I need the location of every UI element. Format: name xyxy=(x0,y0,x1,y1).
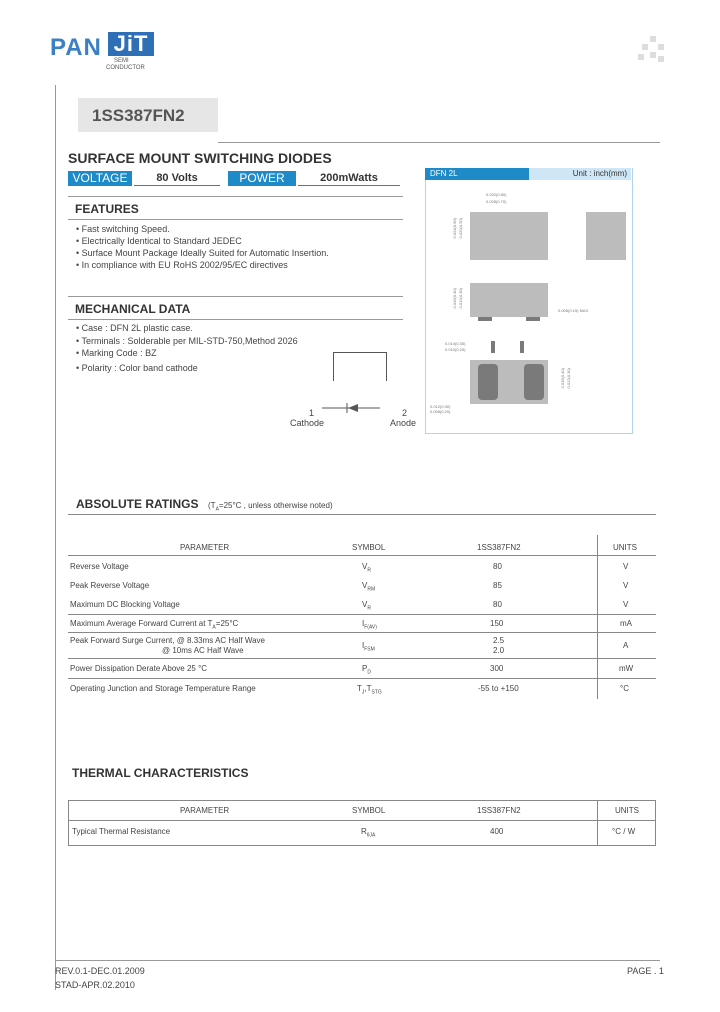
dim-label: 0.020(0.50) xyxy=(458,218,463,239)
mechanical-item: • Polarity : Color band cathode xyxy=(76,363,198,373)
logo-pan-text: PAN xyxy=(50,34,102,61)
part-number: 1SS387FN2 xyxy=(92,106,185,125)
abs-units-divider xyxy=(597,535,598,699)
abs-row-unit: V xyxy=(623,581,629,590)
mechanical-bottom-line xyxy=(68,319,403,320)
feature-item: • Electrically Identical to Standard JEDEC xyxy=(76,236,242,246)
dim-label: 0.010(0.25) xyxy=(445,347,466,352)
dim-label: 0.028(0.70) xyxy=(486,199,507,204)
abs-row-symbol: $V_{RM}$ xyxy=(362,581,376,593)
abs-header-parameter: PARAMETER xyxy=(180,543,230,552)
package-side-view xyxy=(586,212,626,260)
pin1-number: 1 xyxy=(309,408,315,418)
dim-label: 0.016(0.40) xyxy=(560,368,565,389)
thermal-row-symbol: $R_{\theta JA}$ xyxy=(361,827,376,839)
mechanical-item: • Case : DFN 2L plastic case. xyxy=(76,323,193,333)
page-number: PAGE . 1 xyxy=(627,966,664,976)
abs-row-symbol: $T_J,T_{STG}$ xyxy=(357,684,382,696)
mechanical-item: • Terminals : Solderable per MIL-STD-750,Method 2026 xyxy=(76,336,298,346)
terminal-pad xyxy=(478,317,492,321)
pin1-label: Cathode xyxy=(290,418,325,428)
absolute-ratings-note: ($T_A=25^\circ C$ , unless otherwise noted) xyxy=(208,501,333,513)
logo-semi-text: SEMI xyxy=(114,58,129,64)
abs-table-top-line xyxy=(68,514,656,515)
logo-conductor-text: CONDUCTOR xyxy=(106,65,145,71)
thermal-title: THERMAL CHARACTERISTICS xyxy=(72,766,249,780)
thermal-header-value: 1SS387FN2 xyxy=(477,806,521,815)
abs-row-value: 300 xyxy=(490,664,504,673)
logo-jit-text: JiT xyxy=(108,32,154,56)
package-top-view xyxy=(470,212,548,260)
abs-row-value: 2.5 xyxy=(493,636,505,645)
thermal-row-value: 400 xyxy=(490,827,504,836)
footer-line xyxy=(55,960,660,961)
abs-row-value: -55 to +150 xyxy=(478,684,519,693)
dim-label: 0.012(0.30) xyxy=(566,368,571,389)
abs-row-symbol: $V_R$ xyxy=(362,562,371,574)
dim-label: 0.032(0.80) xyxy=(486,192,507,197)
terminal-pad xyxy=(526,317,540,321)
thermal-row-parameter: Typical Thermal Resistance xyxy=(72,827,171,836)
thermal-left-border xyxy=(68,800,69,846)
abs-row-unit: V xyxy=(623,600,629,609)
dim-label: 0.012(0.30) xyxy=(458,288,463,309)
pin2-label: Anode xyxy=(390,418,417,428)
abs-row-value-2: 2.0 xyxy=(493,646,505,655)
abs-header-line xyxy=(68,555,656,556)
diode-symbol-icon xyxy=(318,398,388,418)
feature-item: • Surface Mount Package Ideally Suited for Automatic Insertion. xyxy=(76,248,329,258)
abs-row-unit: A xyxy=(623,641,629,650)
abs-row-line xyxy=(68,658,656,659)
abs-row-parameter: Reverse Voltage xyxy=(70,562,129,571)
features-title: FEATURES xyxy=(75,202,139,216)
package-front-view xyxy=(470,283,548,317)
abs-row-parameter: Power Dissipation Derate Above 25 °C xyxy=(70,664,208,673)
abs-row-parameter-2: @ 10ms AC Half Wave xyxy=(162,646,244,655)
package-name: DFN 2L xyxy=(425,168,529,180)
anode-pad xyxy=(524,364,544,400)
abs-row-symbol: $P_D$ xyxy=(362,664,371,676)
dim-label: 0.006(0.15) MAX xyxy=(558,308,589,313)
thermal-table-bottom-line xyxy=(68,845,656,846)
abs-row-parameter: Peak Reverse Voltage xyxy=(70,581,150,590)
abs-row-line xyxy=(68,614,656,615)
abs-header-units: UNITS xyxy=(613,543,637,552)
abs-row-symbol: $I_{F(AV)}$ xyxy=(362,619,377,631)
abs-row-line xyxy=(68,678,656,679)
abs-row-unit: mW xyxy=(619,664,634,673)
mechanical-title: MECHANICAL DATA xyxy=(75,302,191,316)
pin2-number: 2 xyxy=(402,408,408,418)
abs-row-parameter: Peak Forward Surge Current, @ 8.33ms AC Half Wave xyxy=(70,636,266,645)
thermal-header-symbol: SYMBOL xyxy=(352,806,386,815)
abs-row-value: 80 xyxy=(493,562,502,571)
power-badge: POWER xyxy=(228,171,296,186)
thermal-header-units: UNITS xyxy=(615,806,639,815)
abs-row-unit: V xyxy=(623,562,629,571)
abs-row-parameter: Maximum DC Blocking Voltage xyxy=(70,600,180,609)
abs-row-unit: mA xyxy=(620,619,632,628)
abs-row-parameter: Maximum Average Forward Current at $T_A=25^\circ C$ xyxy=(70,619,239,631)
corner-decoration xyxy=(638,36,668,66)
abs-row-value: 150 xyxy=(490,619,504,628)
feature-item: • In compliance with EU RoHS 2002/95/EC directives xyxy=(76,260,288,270)
revision-text: REV.0.1-DEC.01.2009 xyxy=(55,966,145,976)
abs-row-line xyxy=(68,632,656,633)
cathode-pad xyxy=(478,364,498,400)
abs-row-value: 85 xyxy=(493,581,502,590)
voltage-badge: VOLTAGE xyxy=(68,171,132,186)
thermal-row-unit: °C / W xyxy=(612,827,636,836)
thermal-table-top-line xyxy=(68,800,656,801)
abs-row-parameter: Operating Junction and Storage Temperature Range xyxy=(70,684,256,693)
absolute-ratings-title: ABSOLUTE RATINGS xyxy=(76,497,199,511)
thermal-right-border xyxy=(655,800,656,846)
thermal-header-parameter: PARAMETER xyxy=(180,806,230,815)
abs-header-value: 1SS387FN2 xyxy=(477,543,521,552)
stad-text: STAD-APR.02.2010 xyxy=(55,980,135,990)
dim-label: 0.012(0.30) xyxy=(430,404,451,409)
features-top-line xyxy=(68,196,403,197)
pad-marker xyxy=(520,341,524,353)
voltage-value: 80 Volts xyxy=(134,171,220,186)
abs-row-value: 80 xyxy=(493,600,502,609)
abs-row-symbol: $I_{FSM}$ xyxy=(362,641,375,653)
abs-row-symbol: $V_R$ xyxy=(362,600,371,612)
mechanical-item: • Marking Code : BZ xyxy=(76,348,157,358)
page-title: SURFACE MOUNT SWITCHING DIODES xyxy=(68,150,332,166)
header-divider xyxy=(218,142,660,143)
pad-marker xyxy=(491,341,495,353)
dim-label: 0.024(0.60) xyxy=(452,218,457,239)
abs-header-symbol: SYMBOL xyxy=(352,543,386,552)
dim-label: 0.016(0.40) xyxy=(452,288,457,309)
dim-label: 0.014(0.35) xyxy=(445,341,466,346)
features-bottom-line xyxy=(68,219,403,220)
left-margin-line xyxy=(55,85,56,990)
thermal-units-divider xyxy=(597,800,598,846)
feature-item: • Fast switching Speed. xyxy=(76,224,170,234)
abs-row-unit: °C xyxy=(620,684,629,693)
polarity-bracket xyxy=(333,352,387,381)
thermal-header-line xyxy=(68,820,656,821)
power-value: 200mWatts xyxy=(298,171,400,186)
mechanical-top-line xyxy=(68,296,403,297)
dim-label: 0.008(0.20) xyxy=(430,409,451,414)
package-unit: Unit : inch(mm) xyxy=(529,168,631,180)
